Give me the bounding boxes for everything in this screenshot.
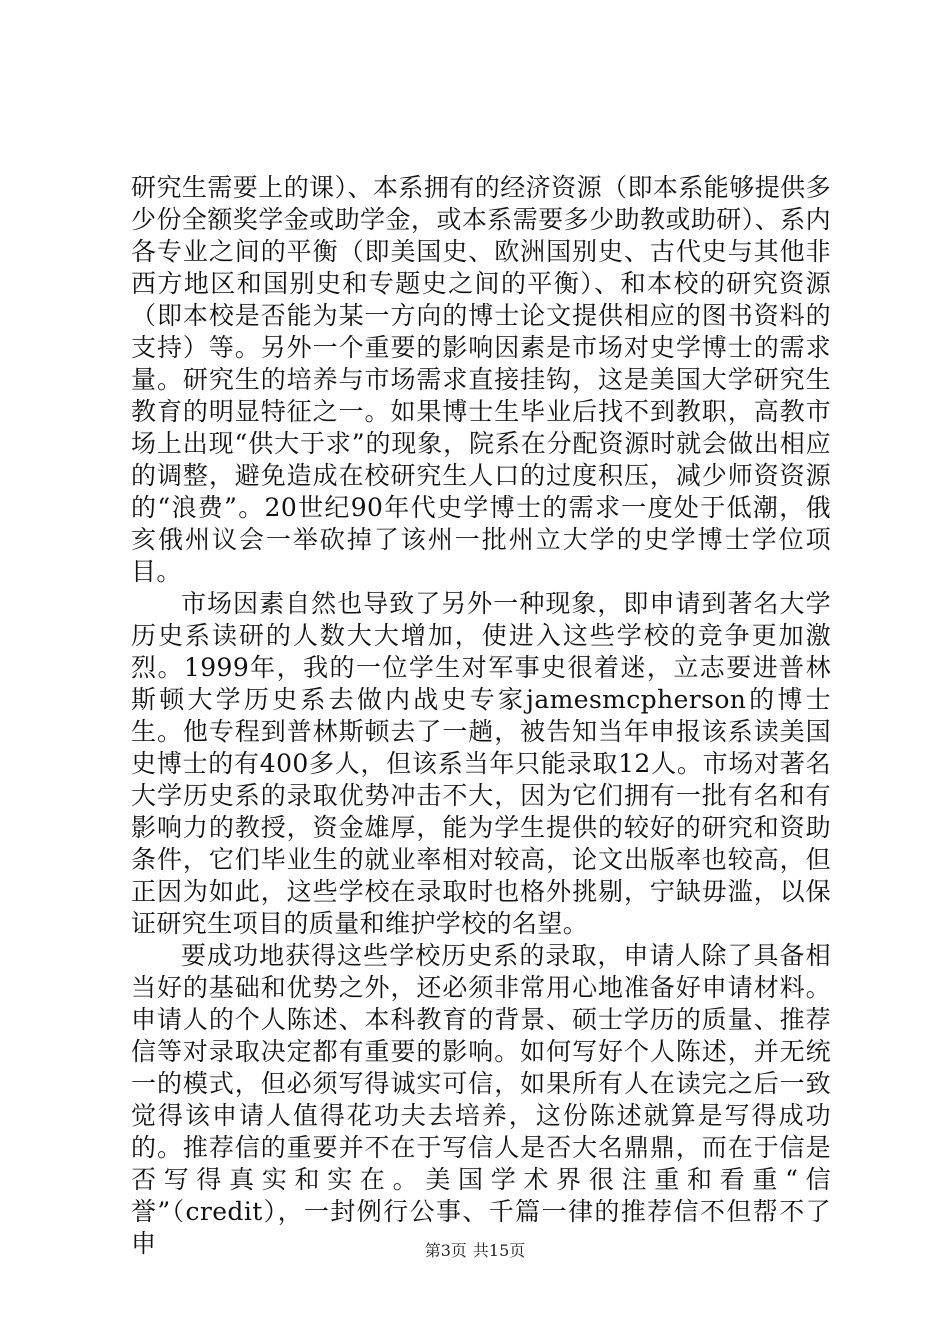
paragraph-1: 研究生需要上的课）、本系拥有的经济资源（即本系能够提供多少份全额奖学金或助学金，或本系需要多少助教或助研）、系内各专业之间的平衡（即美国史、欧洲国别史、古代史与其他非西方地区和国别史和专题史之间的平衡）、和本校的研究资源（即本校是否能为某一方向的博士论文提供相应的图书资料的支持）等。另外一个重要的影响因素是市场对史学博士的需求量。研究生的培养与市场需求直接挂钩，这是美国大学研究生教育的明显特征之一。如果博士生毕业后找不到教职，高教市场上出现“供大于求”的现象，院系在分配资源时就会做出相应的调整，避免造成在校研究生人口的过度积压，减少师资资源的“浪费”。20世纪90年代史学博士的需求一度处于低潮，俄亥俄州议会一举砍掉了该州一批州立大学的史学博士学位项目。 xyxy=(131,173,831,586)
page-total: 共15页 xyxy=(472,1241,526,1260)
page-number: 第3页 xyxy=(424,1241,467,1260)
paragraph-3: 要成功地获得这些学校历史系的录取，申请人除了具备相当好的基础和优势之外，还必须非常用心地准备好申请材料。申请人的个人陈述、本科教育的背景、硕士学历的质量、推荐信等对录取决定都有重要的影响。如何写好个人陈述，并无统一的模式，但必须写得诚实可信，如果所有人在读完之后一致觉得该申请人值得花功夫去培养，这份陈述就算是写得成功的。推荐信的重要并不在于写信人是否大名鼎鼎，而在于信是否写得真实和实在。美国学术界很注重和看重“信誉”（credit），一封例行公事、千篇一律的推荐信不但帮不了申 xyxy=(131,941,831,1258)
paragraph-2: 市场因素自然也导致了另外一种现象，即申请到著名大学历史系读研的人数大大增加，使进入这些学校的竞争更加激烈。1999年，我的一位学生对军事史很着迷，立志要进普林斯顿大学历史系去做内战史专家jamesmcpherson的博士生。他专程到普林斯顿去了一趟，被告知当年申报该系读美国史博士的有400多人，但该系当年只能录取12人。市场对著名大学历史系的录取优势冲击不大，因为它们拥有一批有名和有影响力的教授，资金雄厚，能为学生提供的较好的研究和资助条件，它们毕业生的就业率相对较高，论文出版率也较高，但正因为如此，这些学校在录取时也格外挑剔，宁缺毋滥，以保证研究生项目的质量和维护学校的名望。 xyxy=(131,589,831,938)
document-body xyxy=(131,172,831,1260)
page-footer xyxy=(0,1241,950,1261)
